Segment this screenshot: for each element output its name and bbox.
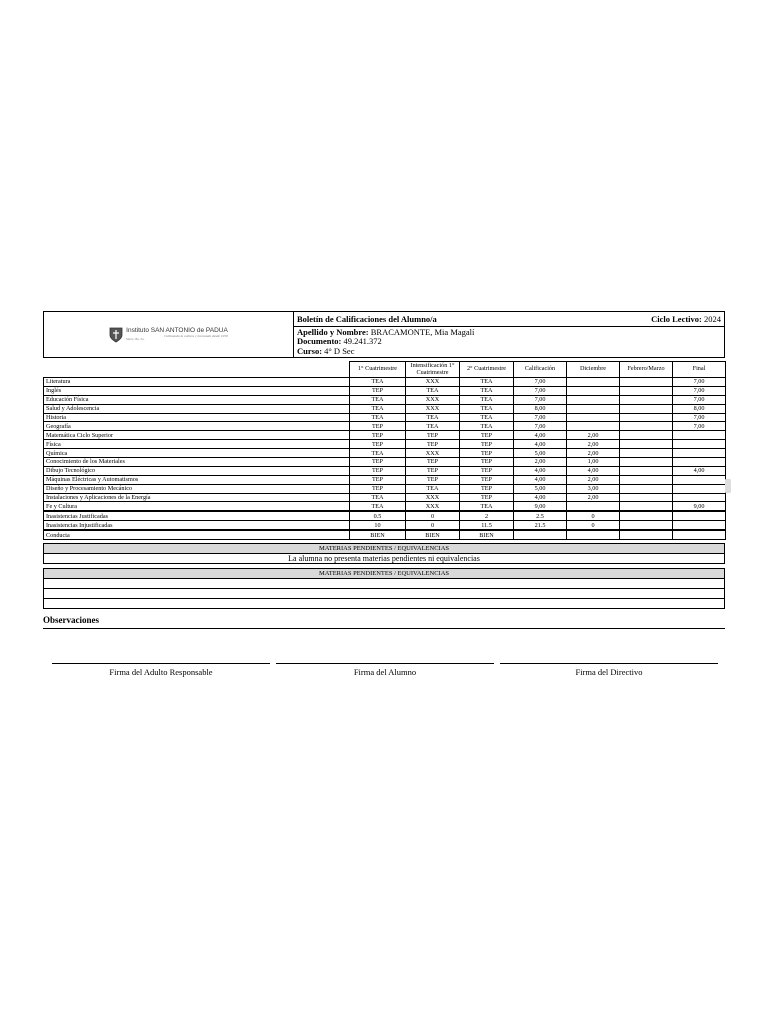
grade-cell xyxy=(567,502,620,511)
grade-cell xyxy=(673,493,726,502)
grade-cell: TEP xyxy=(406,440,460,449)
grade-cell: TEA xyxy=(406,422,460,431)
grade-cell: 4,00 xyxy=(514,440,567,449)
grade-cell: TEP xyxy=(460,493,514,502)
grade-cell xyxy=(567,422,620,431)
grade-cell: 0 xyxy=(567,511,620,520)
grade-cell: 7,00 xyxy=(514,413,567,422)
grade-cell xyxy=(620,395,673,404)
subject-name: Dibujo Tecnológico xyxy=(44,466,350,475)
subject-name: Inglés xyxy=(44,386,350,395)
grade-cell: 3,00 xyxy=(567,484,620,493)
grade-cell: 7,00 xyxy=(514,422,567,431)
subject-name: Diseño y Procesamiento Mecánico xyxy=(44,484,350,493)
school-year: Ciclo Lectivo: 2024 xyxy=(651,313,721,324)
grade-cell: TEA xyxy=(460,386,514,395)
grade-cell xyxy=(620,466,673,475)
grade-cell: 9,00 xyxy=(673,502,726,511)
grade-cell: TEP xyxy=(406,431,460,440)
logo-cell xyxy=(44,312,294,357)
grade-cell: 2,00 xyxy=(567,475,620,484)
grade-cell: 10 xyxy=(350,521,406,530)
grade-cell: TEP xyxy=(350,458,406,467)
grade-cell: TEP xyxy=(406,466,460,475)
grade-cell: BIEN xyxy=(406,530,460,539)
grade-cell xyxy=(673,484,726,493)
pending-row xyxy=(44,599,725,609)
crest-icon xyxy=(109,327,123,343)
grade-cell: 8,00 xyxy=(514,404,567,413)
subject-row xyxy=(44,484,726,493)
subject-row xyxy=(44,466,726,475)
subject-name: Máquinas Eléctricas y Automatismos xyxy=(44,475,350,484)
grade-cell: 2,00 xyxy=(514,458,567,467)
signature-guardian xyxy=(52,663,270,677)
report-header xyxy=(43,311,725,358)
grade-cell xyxy=(673,475,726,484)
grade-cell: 4,00 xyxy=(514,431,567,440)
grade-cell: XXX xyxy=(406,502,460,511)
grade-cell xyxy=(514,530,567,539)
grade-cell: TEA xyxy=(460,502,514,511)
grade-cell xyxy=(567,413,620,422)
grade-cell xyxy=(620,484,673,493)
signature-label: Firma del Directivo xyxy=(575,667,643,677)
grade-cell: XXX xyxy=(406,378,460,387)
signature-director xyxy=(500,663,718,677)
grade-cell xyxy=(673,511,726,520)
grade-cell: 5,00 xyxy=(514,449,567,458)
grade-cell: TEP xyxy=(350,466,406,475)
grade-cell: TEP xyxy=(460,458,514,467)
report-card xyxy=(43,311,725,629)
grade-cell: 4,00 xyxy=(567,466,620,475)
grade-cell: TEP xyxy=(350,422,406,431)
subject-name: Geografía xyxy=(44,422,350,431)
grade-cell: TEP xyxy=(350,475,406,484)
grade-cell xyxy=(620,458,673,467)
grade-cell: TEP xyxy=(460,431,514,440)
grade-cell xyxy=(673,458,726,467)
grade-cell: 7,00 xyxy=(673,413,726,422)
grade-cell: TEP xyxy=(350,386,406,395)
subject-row xyxy=(44,458,726,467)
title-row xyxy=(294,312,724,327)
grade-cell: 0 xyxy=(406,511,460,520)
grade-cell: TEA xyxy=(350,395,406,404)
grade-cell: 5,00 xyxy=(514,484,567,493)
grade-cell: 0.5 xyxy=(350,511,406,520)
subject-name: Matemática Ciclo Superior xyxy=(44,431,350,440)
grade-cell xyxy=(673,521,726,530)
grade-cell xyxy=(620,530,673,539)
column-header: 1° Cuatrimestre xyxy=(350,362,406,378)
signature-label: Firma del Adulto Responsable xyxy=(109,667,213,677)
grade-cell: TEA xyxy=(406,413,460,422)
subject-name: Fe y Cultura xyxy=(44,502,350,511)
grade-cell: XXX xyxy=(406,493,460,502)
grade-cell: 7,00 xyxy=(673,422,726,431)
signature-label: Firma del Alumno xyxy=(353,667,417,677)
pending-subjects-table xyxy=(43,543,725,564)
subject-row xyxy=(44,440,726,449)
pending-message: La alumna no presenta materias pendientes ni equivalencias xyxy=(44,554,725,564)
institution-location: Merlo, Bs. As. xyxy=(126,337,145,341)
grade-cell: TEA xyxy=(460,395,514,404)
student-info xyxy=(294,312,724,357)
column-header: Diciembre xyxy=(567,362,620,378)
observations-title: Observaciones xyxy=(43,614,725,629)
signatures xyxy=(52,663,718,677)
grade-cell: TEA xyxy=(350,502,406,511)
grade-cell: TEP xyxy=(460,440,514,449)
subject-row xyxy=(44,449,726,458)
grade-cell: XXX xyxy=(406,404,460,413)
subject-row xyxy=(44,395,726,404)
grade-cell: XXX xyxy=(406,449,460,458)
grade-cell xyxy=(567,378,620,387)
grade-cell: 21.5 xyxy=(514,521,567,530)
subject-row xyxy=(44,413,726,422)
grade-cell xyxy=(620,413,673,422)
institution-logo xyxy=(109,327,228,343)
grade-cell xyxy=(620,386,673,395)
grade-cell: XXX xyxy=(406,395,460,404)
grade-cell: TEP xyxy=(460,449,514,458)
subject-name: Física xyxy=(44,440,350,449)
subject-name: Historia xyxy=(44,413,350,422)
grade-cell xyxy=(567,404,620,413)
grade-cell: 7,00 xyxy=(514,395,567,404)
subject-row xyxy=(44,404,726,413)
column-header: Calificación xyxy=(514,362,567,378)
grade-cell: 7,00 xyxy=(673,395,726,404)
grade-cell: TEP xyxy=(406,475,460,484)
subject-row xyxy=(44,386,726,395)
grade-cell: TEA xyxy=(460,422,514,431)
subject-name: Instalaciones y Aplicaciones de la Energía xyxy=(44,493,350,502)
grade-cell: 8,00 xyxy=(673,404,726,413)
subject-row xyxy=(44,475,726,484)
grade-cell xyxy=(673,440,726,449)
grade-cell: 2,00 xyxy=(567,449,620,458)
student-name: Apellido y Nombre: BRACAMONTE, Mia Magalí xyxy=(297,326,475,337)
grade-cell: TEA xyxy=(406,386,460,395)
subject-name: Conducta xyxy=(44,530,350,539)
grade-cell: TEP xyxy=(460,475,514,484)
grade-cell: TEA xyxy=(460,378,514,387)
column-header: 2° Cuatrimestre xyxy=(460,362,514,378)
subject-name: Educación Física xyxy=(44,395,350,404)
grade-cell: TEP xyxy=(350,431,406,440)
grade-cell: 11.5 xyxy=(460,521,514,530)
grade-cell: TEA xyxy=(460,413,514,422)
subject-row xyxy=(44,378,726,387)
grade-cell: TEP xyxy=(350,440,406,449)
attendance-row xyxy=(44,521,726,530)
grade-cell xyxy=(620,431,673,440)
grade-cell xyxy=(620,521,673,530)
grade-cell: 7,00 xyxy=(514,378,567,387)
grade-cell: 2,00 xyxy=(567,431,620,440)
grade-cell xyxy=(620,511,673,520)
subject-name: Conocimiento de los Materiales xyxy=(44,458,350,467)
grade-cell xyxy=(673,431,726,440)
grade-cell: 1,00 xyxy=(567,458,620,467)
pending-row xyxy=(44,579,725,589)
column-header: Intensificación 1° Cuatrimestre xyxy=(406,362,460,378)
grade-cell: TEP xyxy=(460,466,514,475)
grade-cell: 4,00 xyxy=(673,466,726,475)
grade-cell: 7,00 xyxy=(514,386,567,395)
grade-cell: TEA xyxy=(350,378,406,387)
grade-cell xyxy=(620,475,673,484)
pending-heading: MATERIAS PENDIENTES / EQUIVALENCIAS xyxy=(44,569,725,579)
grade-cell xyxy=(620,404,673,413)
subject-name: Literatura xyxy=(44,378,350,387)
grade-cell xyxy=(673,530,726,539)
grade-cell: TEA xyxy=(350,449,406,458)
grade-cell: 7,00 xyxy=(673,386,726,395)
grade-cell xyxy=(567,386,620,395)
grade-cell: 9,00 xyxy=(514,502,567,511)
grade-cell xyxy=(620,449,673,458)
grade-cell: TEA xyxy=(406,484,460,493)
grades-header-row xyxy=(44,362,726,378)
subject-row xyxy=(44,502,726,511)
grade-cell: TEP xyxy=(460,484,514,493)
grade-cell xyxy=(567,530,620,539)
grade-cell: 4,00 xyxy=(514,475,567,484)
grade-cell: TEA xyxy=(350,493,406,502)
student-course: Curso: 4° D Sec xyxy=(297,345,355,356)
subject-name: Química xyxy=(44,449,350,458)
subject-name: Inasistencias Injustificadas xyxy=(44,521,350,530)
signature-student xyxy=(276,663,494,677)
grade-cell xyxy=(673,449,726,458)
page-edge-mark xyxy=(725,479,731,493)
conduct-row xyxy=(44,530,726,539)
grade-cell xyxy=(620,502,673,511)
grades-table xyxy=(43,361,726,540)
pending-equivalences-table xyxy=(43,568,725,609)
grade-cell: TEA xyxy=(350,413,406,422)
grade-cell: 2,00 xyxy=(567,493,620,502)
grade-cell xyxy=(620,378,673,387)
subject-row xyxy=(44,431,726,440)
grade-cell: 0 xyxy=(406,521,460,530)
subject-name: Inasistencias Justificadas xyxy=(44,511,350,520)
column-header: Febrero/Marzo xyxy=(620,362,673,378)
institution-motto: Cultivando la cultura y honrando desde 1950 xyxy=(164,333,228,338)
grade-cell: 2 xyxy=(460,511,514,520)
attendance-row xyxy=(44,511,726,520)
grade-cell: TEA xyxy=(460,404,514,413)
grade-cell: 0 xyxy=(567,521,620,530)
grade-cell: 4,00 xyxy=(514,466,567,475)
grade-cell xyxy=(620,422,673,431)
grade-cell: BIEN xyxy=(350,530,406,539)
grade-cell: TEA xyxy=(350,404,406,413)
grade-cell: TEP xyxy=(350,484,406,493)
pending-heading: MATERIAS PENDIENTES / EQUIVALENCIAS xyxy=(44,544,725,554)
grade-cell xyxy=(620,440,673,449)
report-title: Boletín de Calificaciones del Alumno/a xyxy=(297,313,437,324)
grade-cell xyxy=(567,395,620,404)
grade-cell: 7,00 xyxy=(673,378,726,387)
grade-cell: 4,00 xyxy=(514,493,567,502)
grade-cell: 2.5 xyxy=(514,511,567,520)
student-document: Documento: 49.241.372 xyxy=(297,336,382,346)
institution-name: Instituto SAN ANTONIO de PADUA xyxy=(126,327,228,334)
subject-name: Salud y Adolescencia xyxy=(44,404,350,413)
grade-cell xyxy=(620,493,673,502)
pending-row xyxy=(44,589,725,599)
grade-cell: 2,00 xyxy=(567,440,620,449)
grade-cell: BIEN xyxy=(460,530,514,539)
subject-row xyxy=(44,493,726,502)
column-header: Final xyxy=(673,362,726,378)
subject-row xyxy=(44,422,726,431)
grade-cell: TEP xyxy=(406,458,460,467)
